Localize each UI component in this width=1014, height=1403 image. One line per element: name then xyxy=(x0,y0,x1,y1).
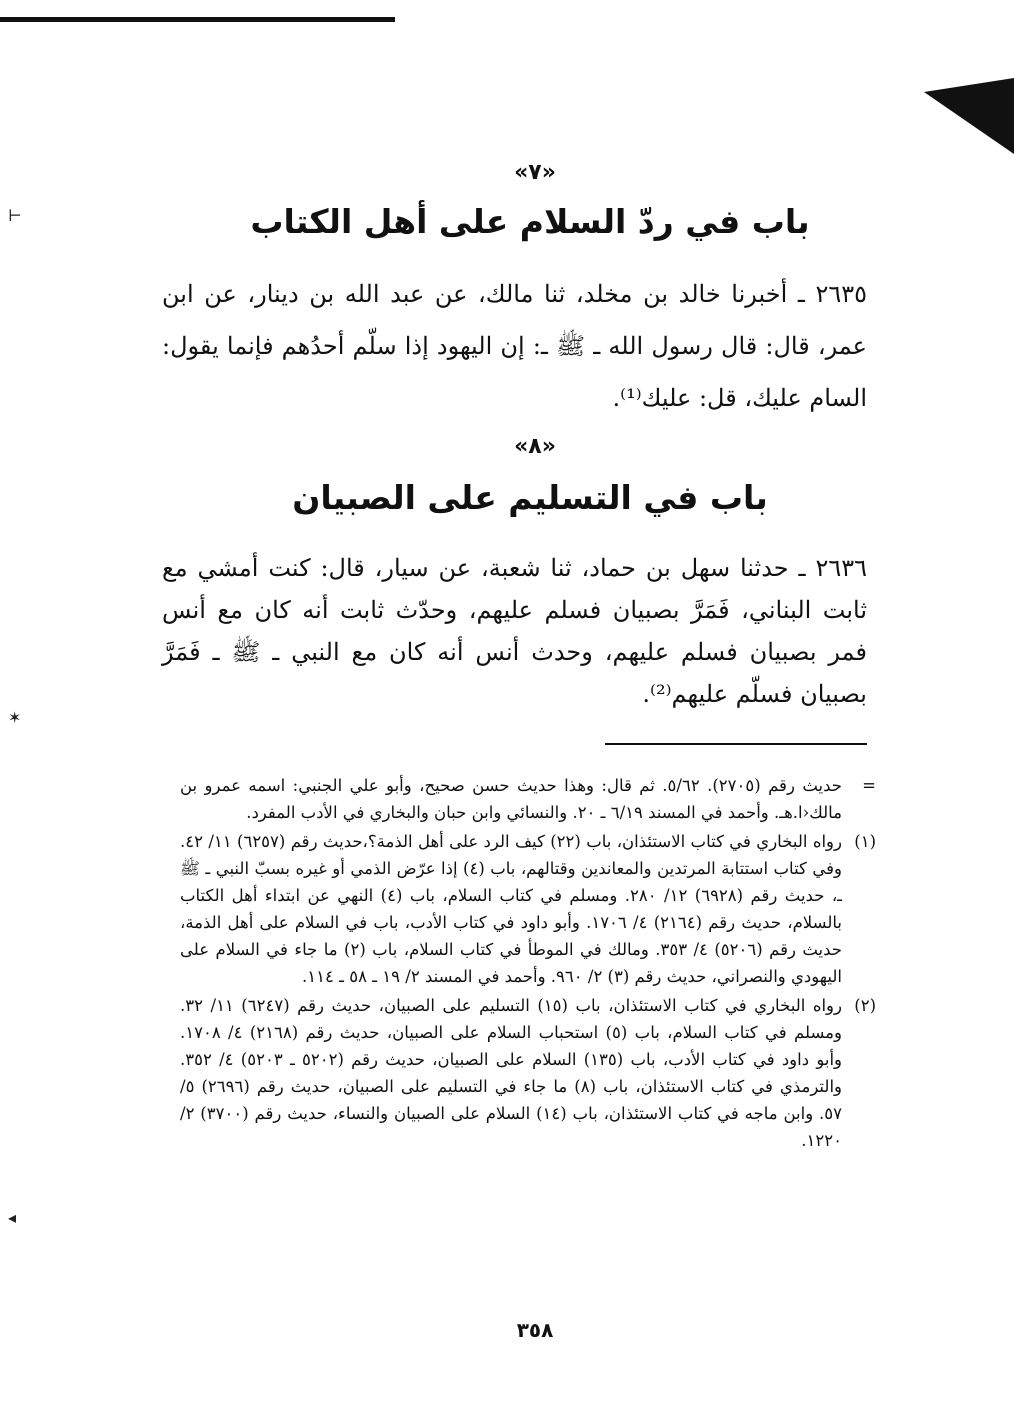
margin-mark-icon: ⊢ xyxy=(8,206,22,225)
page-number: ٣٥٨ xyxy=(516,1318,554,1342)
footnote-text: رواه البخاري في كتاب الاستئذان، باب (٢٢) كيف الرد على أهل الذمة؟،حديث رقم (٦٢٥٧) ١١/ ٤٢. وفي كتاب استتابة المرتدين والمعاندين وقتالهم، باب (٤) إذا عرّض الذمي أو غيره بسبّ النبي ـ ﷺ ـ، حديث رقم (٦٩٢٨) ١٢/ ٢٨٠. ومسلم في كتاب السلام، باب (٤) النهي عن ابتداء أهل الكتاب بالسلام، حديث رقم (٢١٦٤) ٤/ ١٧٠٦. وأبو داود في كتاب الأدب، باب في السلام على أهل الذمة، حديث رقم (٥٢٠٦) ٤/ ٣٥٣. ومالك في الموطأ في كتاب السلام، باب (٢) ما جاء في السلام على اليهودي والنصراني، حديث رقم (٣) ٢/ ٩٦٠. وأحمد في المسند ٢/ ١٩ ـ ٥٨ ـ ١١٤. xyxy=(180,832,843,986)
footnotes xyxy=(180,772,876,1156)
footnote-separator xyxy=(605,743,867,745)
hadith-text xyxy=(162,547,867,715)
footnote-text: رواه البخاري في كتاب الاستئذان، باب (١٥) التسليم على الصبيان، حديث رقم (٦٢٤٧) ١١/ ٣٢. ومسلم في كتاب السلام، باب (٥) استحباب السلام على الصبيان، حديث رقم (٢١٦٨) ٤/ ١٧٠٨. وأبو داود في كتاب الأدب، باب (١٣٥) السلام على الصبيان، حديث رقم (٥٢٠٢ ـ ٥٢٠٣) ٤/ ٣٥٢. والترمذي في كتاب الاستئذان، باب (٨) ما جاء في التسليم على الصبيان، حديث رقم (٢٦٩٦) ٥/ ٥٧. وابن ماجه في كتاب الاستئذان، باب (١٤) السلام على الصبيان والنساء، حديث رقم (٣٧٠٠) ٢/ ١٢٢٠. xyxy=(180,996,843,1150)
footnote-text: حديث رقم (٢٧٠٥). ٥/٦٢. ثم قال: وهذا حديث حسن صحيح، وأبو علي الجنبي: اسمه عمرو بن مالك‹ا.هـ. وأحمد في المسند ٦/١٩ ـ ٢٠. والنسائي وابن حبان والبخاري في الأدب المفرد. xyxy=(180,776,842,822)
footnote xyxy=(180,828,876,990)
hadith-text xyxy=(162,268,867,424)
margin-dot-icon: ◂ xyxy=(8,1208,17,1227)
hadith-paragraph: ٢٦٣٥ ـ أخبرنا خالد بن مخلد، ثنا مالك، عن عبد الله بن دينار، عن ابن عمر، قال: قال رسول الله ـ ﷺ ـ: إن اليهود إذا سلّم أحدُهم فإنما يقول: السام عليك، قل: عليك⁽¹⁾. xyxy=(162,280,867,412)
margin-star-icon: ✶ xyxy=(8,708,22,727)
footnote-marker: = xyxy=(862,776,876,795)
footnote-marker: (١) xyxy=(854,832,876,851)
chapter-number: «٨» xyxy=(514,434,556,459)
footnote xyxy=(180,772,876,826)
footnote xyxy=(180,992,876,1154)
hadith-paragraph: ٢٦٣٦ ـ حدثنا سهل بن حماد، ثنا شعبة، عن سيار، قال: كنت أمشي مع ثابت البناني، فَمَرَّ بصبيان فسلم عليهم، وحدّث ثابت أنه كان مع أنس فمر بصبيان فسلم عليهم، وحدث أنس أنه كان مع النبي ـ ﷺ ـ فَمَرَّ بصبيان فسلّم عليهم⁽²⁾. xyxy=(162,554,867,708)
footnote-marker: (٢) xyxy=(854,996,876,1015)
chapter-number: «٧» xyxy=(514,160,556,185)
chapter-title: باب في التسليم على الصبيان xyxy=(292,478,768,517)
chapter-title: باب في ردّ السلام على أهل الكتاب xyxy=(250,202,810,241)
